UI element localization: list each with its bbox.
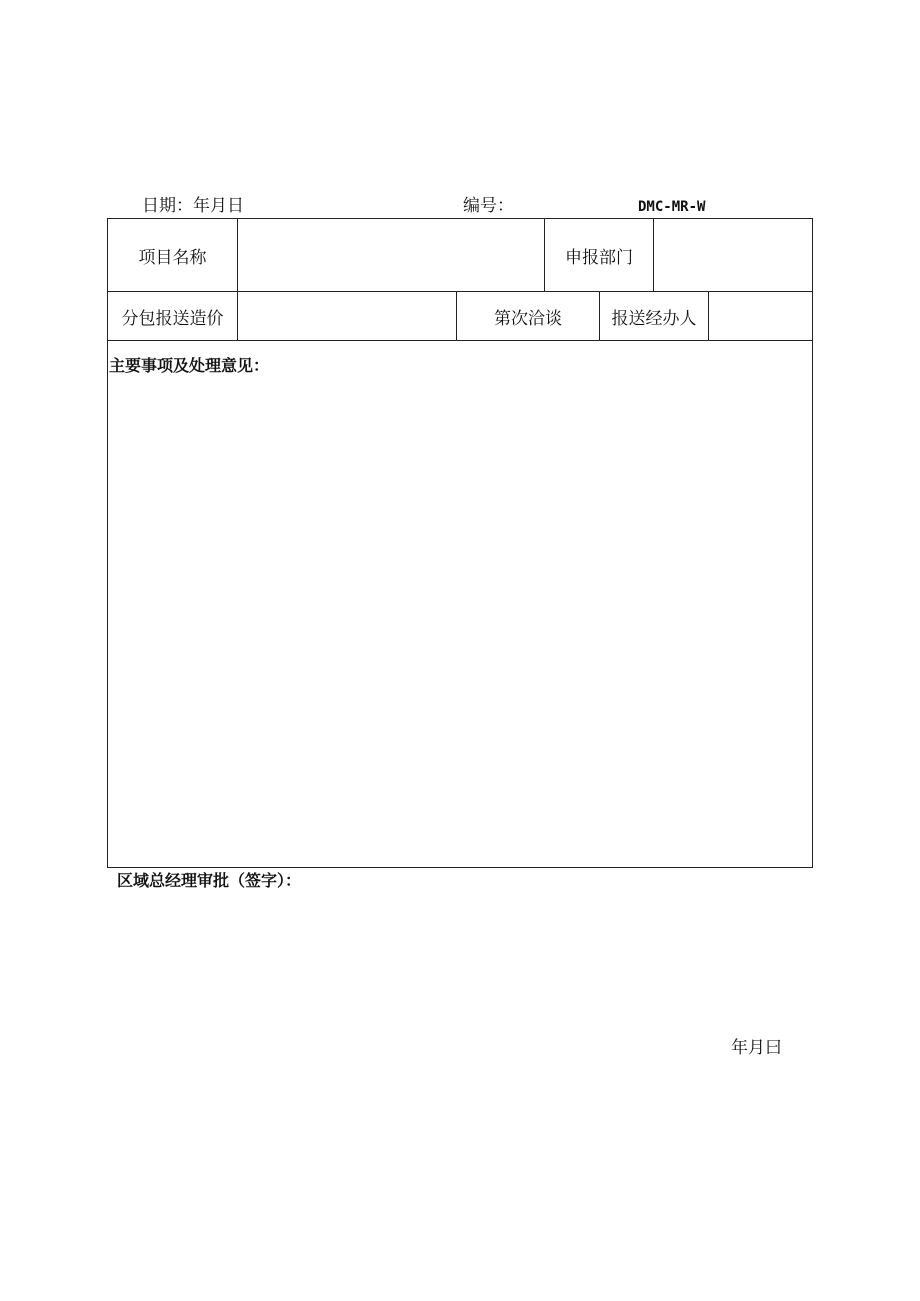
department-label: 申报部门 [565, 247, 633, 268]
report-form-table [107, 218, 813, 868]
code-label: 编号： [463, 196, 514, 216]
handler-field[interactable] [709, 292, 812, 340]
department-field[interactable] [654, 219, 812, 291]
code-value: DMC-MR-W [638, 199, 706, 215]
project-name-field[interactable] [238, 219, 544, 291]
table-divider [108, 340, 812, 341]
main-matters-textarea[interactable] [108, 379, 812, 867]
subcontract-price-label: 分包报送造价 [121, 308, 224, 329]
approval-date-label: 年月曰 [731, 1038, 782, 1058]
date-label: 日期：年月日 [142, 196, 244, 216]
subcontract-price-field[interactable] [238, 292, 456, 340]
negotiation-round-label[interactable]: 第次洽谈 [494, 308, 562, 329]
project-name-label: 项目名称 [138, 247, 207, 268]
approval-signature-label: 区域总经理审批（签字）： [117, 871, 302, 890]
form-header [108, 194, 812, 218]
main-matters-label: 主要事项及处理意见： [109, 356, 270, 375]
handler-label: 报送经办人 [611, 308, 697, 329]
